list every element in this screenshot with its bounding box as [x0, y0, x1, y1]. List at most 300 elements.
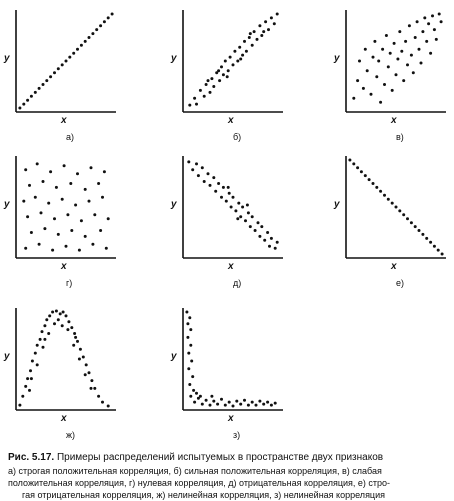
data-point — [187, 160, 190, 163]
data-point — [111, 13, 114, 16]
data-point — [188, 104, 191, 107]
data-point — [199, 89, 202, 92]
data-point — [197, 174, 200, 177]
data-point — [402, 213, 405, 216]
data-point — [26, 377, 29, 380]
data-point — [57, 67, 60, 70]
data-point — [431, 14, 434, 17]
data-point — [107, 405, 110, 408]
data-point — [103, 170, 106, 173]
data-point — [406, 217, 409, 220]
data-point — [406, 63, 409, 66]
data-point — [410, 221, 413, 224]
data-point — [36, 344, 39, 347]
data-point — [70, 229, 73, 232]
data-point — [107, 16, 110, 19]
data-point — [18, 107, 21, 110]
data-point — [34, 91, 37, 94]
data-point — [375, 186, 378, 189]
data-point — [248, 36, 251, 39]
figure-caption-line-3: гая отрицательная корреляция, ж) нелинейная корреляция, з) нелинейная корреляция — [22, 490, 385, 500]
data-point — [22, 103, 25, 106]
data-point — [195, 392, 198, 395]
scatter-panel-4 — [3, 156, 116, 288]
data-point — [400, 50, 403, 53]
data-point — [249, 225, 252, 228]
panel-label: е) — [396, 278, 405, 288]
data-point — [414, 36, 417, 39]
data-point — [189, 328, 192, 331]
data-point — [227, 186, 230, 189]
data-point — [65, 314, 68, 317]
data-point — [59, 312, 62, 315]
data-point — [21, 395, 24, 398]
data-point — [68, 56, 71, 59]
data-point — [187, 352, 190, 355]
data-point — [425, 40, 428, 43]
data-point — [191, 168, 194, 171]
data-point — [225, 200, 228, 203]
x-axis-label: x — [391, 115, 397, 126]
data-point — [414, 225, 417, 228]
data-point — [30, 377, 33, 380]
data-point — [429, 241, 432, 244]
data-point — [381, 48, 384, 51]
data-point — [383, 194, 386, 197]
data-point — [24, 385, 27, 388]
data-point — [26, 99, 29, 102]
data-point — [95, 28, 98, 31]
data-point — [186, 336, 189, 339]
data-point — [63, 164, 66, 167]
data-point — [188, 316, 191, 319]
data-point — [62, 311, 65, 314]
data-point — [249, 32, 252, 35]
data-point — [93, 213, 96, 216]
data-point — [29, 369, 32, 372]
data-point — [358, 60, 361, 63]
data-point — [88, 200, 91, 203]
data-point — [364, 48, 367, 51]
data-point — [53, 217, 56, 220]
data-point — [245, 50, 248, 53]
data-point — [232, 405, 235, 408]
data-point — [236, 217, 239, 220]
figure-caption-line-2: положительная корреляция, г) нулевая корреляция, д) отрицательная корреляция, е) стро- — [8, 478, 391, 488]
scatter-panel-6 — [333, 156, 446, 288]
data-point — [373, 40, 376, 43]
y-axis-label: y — [334, 199, 340, 210]
data-point — [224, 60, 227, 63]
x-axis-label: x — [228, 261, 234, 272]
data-point — [73, 332, 76, 335]
figure-title: Примеры распределений испытуемых в пространстве двух признаков — [56, 452, 384, 463]
data-point — [85, 363, 88, 366]
data-point — [188, 383, 191, 386]
data-point — [348, 159, 351, 162]
data-point — [404, 40, 407, 43]
data-point — [24, 168, 27, 171]
data-point — [190, 360, 193, 363]
data-point — [101, 401, 104, 404]
data-point — [220, 398, 223, 401]
data-point — [268, 245, 271, 248]
data-point — [235, 400, 238, 403]
data-point — [375, 75, 378, 78]
data-point — [203, 180, 206, 183]
data-point — [276, 13, 279, 16]
data-point — [441, 253, 444, 256]
data-point — [243, 399, 246, 402]
data-point — [232, 63, 235, 66]
data-point — [244, 219, 247, 222]
x-axis-label: x — [61, 413, 67, 424]
figure-caption-line-1: а) строгая положительная корреляция, б) сильная положительная корреляция, в) слабая — [8, 466, 382, 476]
data-point — [78, 249, 81, 252]
data-point — [203, 95, 206, 98]
data-point — [55, 310, 58, 313]
data-point — [229, 56, 232, 59]
data-point — [438, 13, 441, 16]
panel-label: б) — [233, 132, 242, 142]
data-point — [425, 237, 428, 240]
x-axis-label: x — [228, 413, 234, 424]
data-point — [80, 44, 83, 47]
data-point — [76, 48, 79, 51]
data-point — [260, 34, 263, 37]
data-point — [423, 16, 426, 19]
data-point — [70, 326, 73, 329]
data-point — [18, 404, 21, 407]
data-point — [398, 30, 401, 33]
data-point — [76, 340, 79, 343]
data-point — [49, 75, 52, 78]
data-point — [214, 190, 217, 193]
data-point — [97, 182, 100, 185]
data-point — [47, 202, 50, 205]
data-point — [391, 89, 394, 92]
data-point — [103, 20, 106, 23]
data-point — [28, 184, 31, 187]
data-point — [107, 217, 110, 220]
data-point — [69, 182, 72, 185]
scatter-panel-3 — [333, 10, 446, 142]
data-point — [34, 196, 37, 199]
data-point — [189, 395, 192, 398]
data-point — [220, 65, 223, 68]
panel-label: ж) — [66, 430, 76, 440]
data-point — [45, 318, 48, 321]
data-point — [228, 192, 231, 195]
data-point — [99, 229, 102, 232]
data-point — [66, 328, 69, 331]
data-point — [24, 247, 27, 250]
data-point — [379, 190, 382, 193]
data-point — [360, 170, 363, 173]
data-point — [418, 229, 421, 232]
panel-label: в) — [396, 132, 404, 142]
data-point — [193, 97, 196, 100]
data-point — [105, 247, 108, 250]
panel-label: д) — [233, 278, 242, 288]
data-point — [364, 174, 367, 177]
data-point — [398, 209, 401, 212]
data-point — [395, 206, 398, 209]
data-point — [36, 162, 39, 165]
data-point — [186, 322, 189, 325]
data-point — [256, 38, 259, 41]
data-point — [408, 24, 411, 27]
data-point — [55, 186, 58, 189]
data-point — [274, 402, 277, 405]
data-point — [251, 401, 254, 404]
data-point — [88, 371, 91, 374]
data-point — [236, 60, 239, 63]
data-point — [78, 358, 81, 361]
data-point — [222, 186, 225, 189]
data-point — [189, 344, 192, 347]
data-point — [80, 219, 83, 222]
data-point — [91, 32, 94, 35]
data-point — [273, 22, 276, 25]
data-point — [65, 245, 68, 248]
data-point — [90, 166, 93, 169]
x-axis-label: x — [61, 261, 67, 272]
scatter-panel-8 — [170, 308, 283, 440]
figure-number: Рис. 5.17. — [8, 452, 55, 463]
data-point — [377, 60, 380, 63]
data-point — [418, 48, 421, 51]
data-point — [352, 97, 355, 100]
data-point — [97, 395, 100, 398]
data-point — [270, 404, 273, 407]
data-point — [420, 62, 423, 65]
data-point — [246, 204, 249, 207]
data-point — [258, 400, 261, 403]
data-point — [195, 103, 198, 106]
data-point — [45, 79, 48, 82]
data-point — [241, 54, 244, 57]
scatter-panel-1 — [3, 10, 116, 142]
data-point — [53, 322, 56, 325]
data-point — [387, 65, 390, 68]
data-point — [379, 101, 382, 104]
data-point — [88, 36, 91, 39]
data-point — [42, 180, 45, 183]
data-point — [42, 346, 45, 349]
data-point — [193, 401, 196, 404]
data-point — [372, 56, 375, 59]
data-point — [218, 79, 221, 82]
data-point — [385, 34, 388, 37]
y-axis-label: y — [334, 53, 340, 64]
data-point — [402, 79, 405, 82]
data-point — [234, 209, 237, 212]
data-point — [421, 233, 424, 236]
data-point — [362, 87, 365, 90]
data-point — [74, 204, 77, 207]
data-point — [84, 373, 87, 376]
figure-caption-title — [8, 452, 448, 464]
data-point — [61, 63, 64, 66]
data-point — [57, 318, 60, 321]
data-point — [224, 404, 227, 407]
data-point — [191, 375, 194, 378]
data-point — [66, 213, 69, 216]
data-point — [47, 332, 50, 335]
data-point — [266, 231, 269, 234]
data-point — [61, 198, 64, 201]
data-point — [262, 403, 265, 406]
data-point — [370, 93, 373, 96]
data-point — [247, 404, 250, 407]
data-point — [410, 54, 413, 57]
data-point — [352, 162, 355, 165]
data-point — [76, 172, 79, 175]
data-point — [192, 389, 195, 392]
y-axis-label: y — [4, 199, 10, 210]
data-point — [255, 404, 258, 407]
data-point — [263, 239, 266, 242]
data-point — [101, 196, 104, 199]
data-point — [199, 395, 202, 398]
data-point — [387, 198, 390, 201]
data-point — [43, 324, 46, 327]
data-point — [437, 249, 440, 252]
data-point — [207, 172, 210, 175]
data-point — [433, 245, 436, 248]
data-point — [239, 58, 242, 61]
data-point — [30, 95, 33, 98]
data-point — [65, 60, 68, 63]
y-axis-label: y — [4, 53, 10, 64]
data-point — [49, 170, 52, 173]
data-point — [41, 330, 44, 333]
panel-label: а) — [66, 132, 75, 142]
data-point — [207, 79, 210, 82]
data-point — [26, 215, 29, 218]
data-point — [270, 237, 273, 240]
data-point — [251, 44, 254, 47]
data-point — [201, 403, 204, 406]
data-point — [368, 178, 371, 181]
data-point — [57, 233, 60, 236]
data-point — [28, 389, 31, 392]
data-point — [232, 196, 235, 199]
data-point — [36, 363, 39, 366]
y-axis-label: y — [171, 53, 177, 64]
data-point — [22, 200, 25, 203]
data-point — [262, 30, 265, 33]
panel-label: г) — [66, 278, 73, 288]
data-point — [210, 77, 213, 80]
data-point — [209, 91, 212, 94]
data-point — [72, 52, 75, 55]
data-point — [185, 311, 188, 314]
data-point — [84, 40, 87, 43]
data-point — [257, 221, 260, 224]
data-point — [51, 311, 54, 314]
data-point — [254, 229, 257, 232]
data-point — [241, 206, 244, 209]
data-point — [82, 356, 85, 359]
data-point — [48, 314, 51, 317]
data-point — [79, 348, 82, 351]
data-point — [90, 387, 93, 390]
data-point — [38, 243, 41, 246]
data-point — [230, 206, 233, 209]
data-point — [421, 30, 424, 33]
data-point — [205, 399, 208, 402]
data-point — [427, 22, 430, 25]
data-point — [187, 367, 190, 370]
data-point — [31, 360, 34, 363]
panel-label: з) — [233, 430, 241, 440]
data-point — [416, 20, 419, 23]
data-point — [210, 395, 213, 398]
data-point — [251, 215, 254, 218]
data-point — [264, 20, 267, 23]
data-point — [276, 241, 279, 244]
y-axis-label: y — [171, 351, 177, 362]
x-axis-label: x — [228, 115, 234, 126]
data-point — [391, 202, 394, 205]
data-point — [30, 231, 33, 234]
data-point — [239, 215, 242, 218]
data-point — [356, 166, 359, 169]
data-point — [216, 403, 219, 406]
data-point — [270, 16, 273, 19]
data-point — [39, 338, 42, 341]
data-point — [84, 235, 87, 238]
data-point — [212, 85, 215, 88]
data-point — [366, 69, 369, 72]
data-point — [258, 24, 261, 27]
data-point — [209, 184, 212, 187]
data-point — [396, 58, 399, 61]
y-axis-label: y — [171, 199, 177, 210]
scatter-panel-2 — [170, 10, 283, 142]
data-point — [99, 24, 102, 27]
x-axis-label: x — [391, 261, 397, 272]
data-point — [260, 225, 263, 228]
data-point — [243, 40, 246, 43]
data-point — [372, 182, 375, 185]
data-point — [40, 211, 43, 214]
data-point — [412, 71, 415, 74]
scatter-panel-5 — [170, 156, 283, 288]
data-point — [53, 71, 56, 74]
data-point — [226, 75, 229, 78]
data-point — [43, 338, 46, 341]
data-point — [212, 400, 215, 403]
data-point — [217, 182, 220, 185]
data-point — [393, 42, 396, 45]
data-point — [440, 20, 443, 23]
data-point — [34, 352, 37, 355]
data-point — [389, 52, 392, 55]
data-point — [356, 79, 359, 82]
data-point — [266, 401, 269, 404]
data-point — [38, 87, 41, 90]
data-point — [212, 176, 215, 179]
data-point — [67, 320, 70, 323]
data-point — [429, 52, 432, 55]
data-point — [238, 46, 241, 49]
data-point — [220, 196, 223, 199]
data-point — [51, 249, 54, 252]
data-point — [205, 83, 208, 86]
